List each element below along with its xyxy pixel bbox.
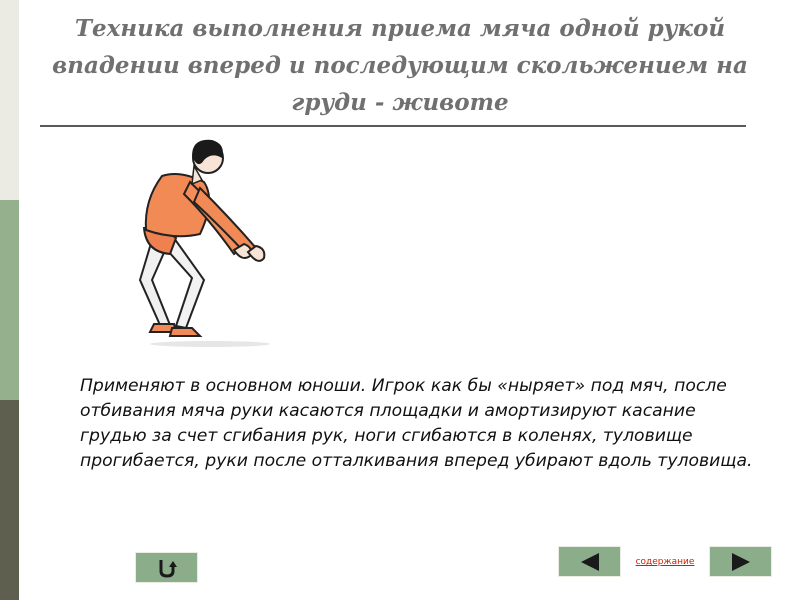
- contents-link[interactable]: содержание: [635, 557, 695, 567]
- return-button[interactable]: [135, 552, 198, 583]
- title-divider: [40, 125, 746, 127]
- side-stripe-top: [0, 0, 19, 200]
- slide-description: Применяют в основном юноши. Игрок как бы «ныряет» под мяч, после отбивания мяча руки касаются площадки и амортизируют касание грудью за счет сгибания рук, ноги сгибаются в коленях, туловище прогибается, руки после отталкивания вперед убирают вдоль туловища.: [80, 376, 753, 471]
- triangle-right-icon: [728, 551, 754, 573]
- player-illustration: [130, 130, 280, 350]
- next-slide-button[interactable]: [709, 546, 772, 577]
- side-stripe-bottom: [0, 400, 19, 600]
- previous-slide-button[interactable]: [558, 546, 621, 577]
- slide-title: Техника выполнения приема мяча одной рукой впадении вперед и последующим скольжением на груди - животе: [52, 15, 748, 116]
- return-arrow-icon: [156, 557, 178, 579]
- triangle-left-icon: [577, 551, 603, 573]
- side-stripe-middle: [0, 200, 19, 400]
